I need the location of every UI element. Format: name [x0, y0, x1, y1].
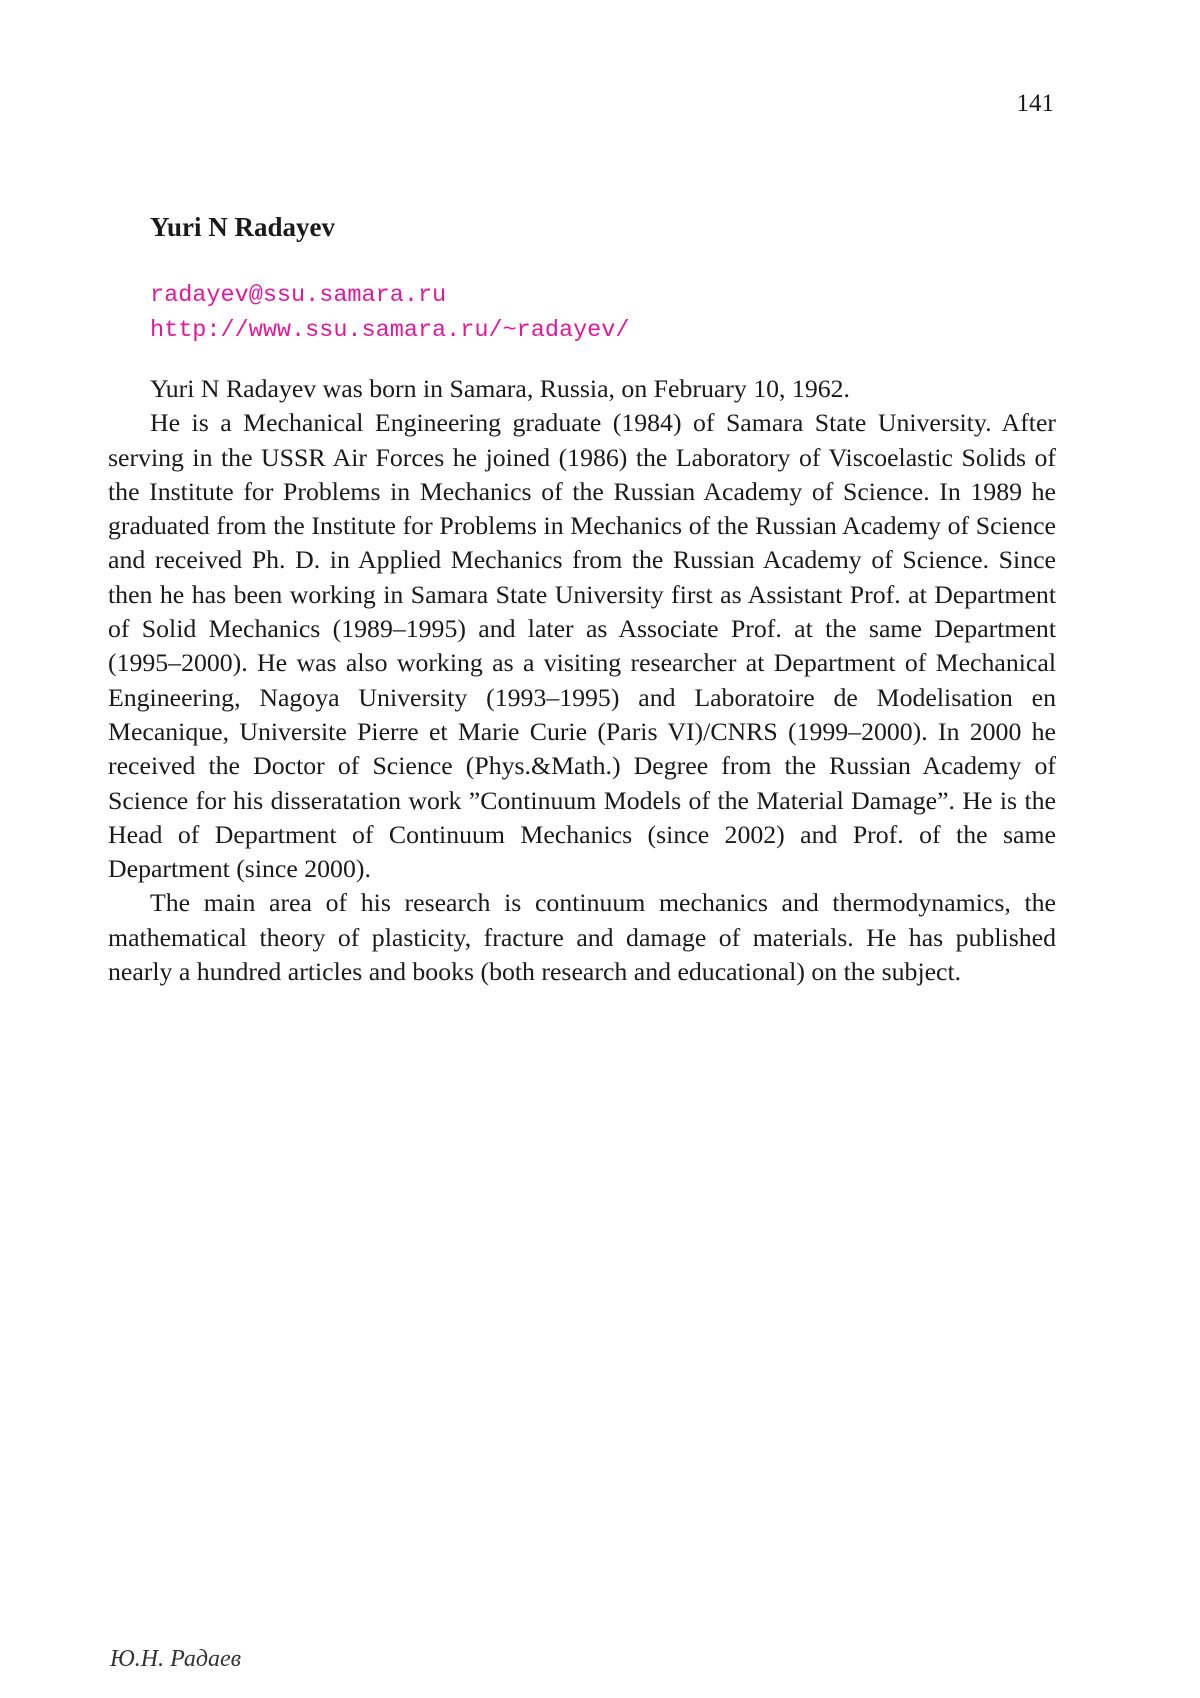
author-contacts — [150, 278, 629, 348]
author-name: Yuri N Radayev — [150, 212, 336, 242]
bio-paragraph-birth: Yuri N Radayev was born in Samara, Russia, on February 10, 1962. — [150, 374, 850, 403]
running-footer: Ю.Н. Радаев — [110, 1646, 242, 1672]
bio-paragraph-research: The main area of his research is continuum mechanics and thermodynamics, the mathematical theory of plasticity, fracture and damage of materials. He has published nearly a hundred articles and books (both research and educational) on the subject. — [108, 888, 1056, 987]
biography — [108, 372, 1056, 989]
homepage-link[interactable]: http://www.ssu.samara.ru/~radayev/ — [150, 317, 630, 344]
page-number: 141 — [1016, 90, 1054, 117]
email-link[interactable]: radayev@ssu.samara.ru — [150, 282, 447, 309]
bio-paragraph-career: He is a Mechanical Engineering graduate (1984) of Samara State University. After serving in the USSR Air Forces he joined (1986) the Laboratory of Viscoelastic Solids of the Institute for Problems in Mechanics of the Russian Academy of Science. In 1989 he graduated from the Institute for Problems in Mechanics of the Russian Academy of Science and received Ph. D. in Applied Mechanics from the Russian Academy of Science. Since then he has been working in Samara State University first as Assistant Prof. at Department of Solid Mechanics (1989–1995) and later as Associate Prof. at the same Department (1995–2000). He was also working as a visiting researcher at Department of Mechanical Engineering, Nagoya University (1993–1995) and Laboratoire de Modelisation en Mecanique, Universite Pierre et Marie Curie (Paris VI)/CNRS (1999–2000). In 2000 he received the Doctor of Science (Phys.&Math.) Degree from the Russian Academy of Science for his disseratation work ”Continuum Models of the Material Damage”. He is the Head of Department of Continuum Mechanics (since 2002) and Prof. of the same Department (since 2000). — [108, 408, 1056, 884]
